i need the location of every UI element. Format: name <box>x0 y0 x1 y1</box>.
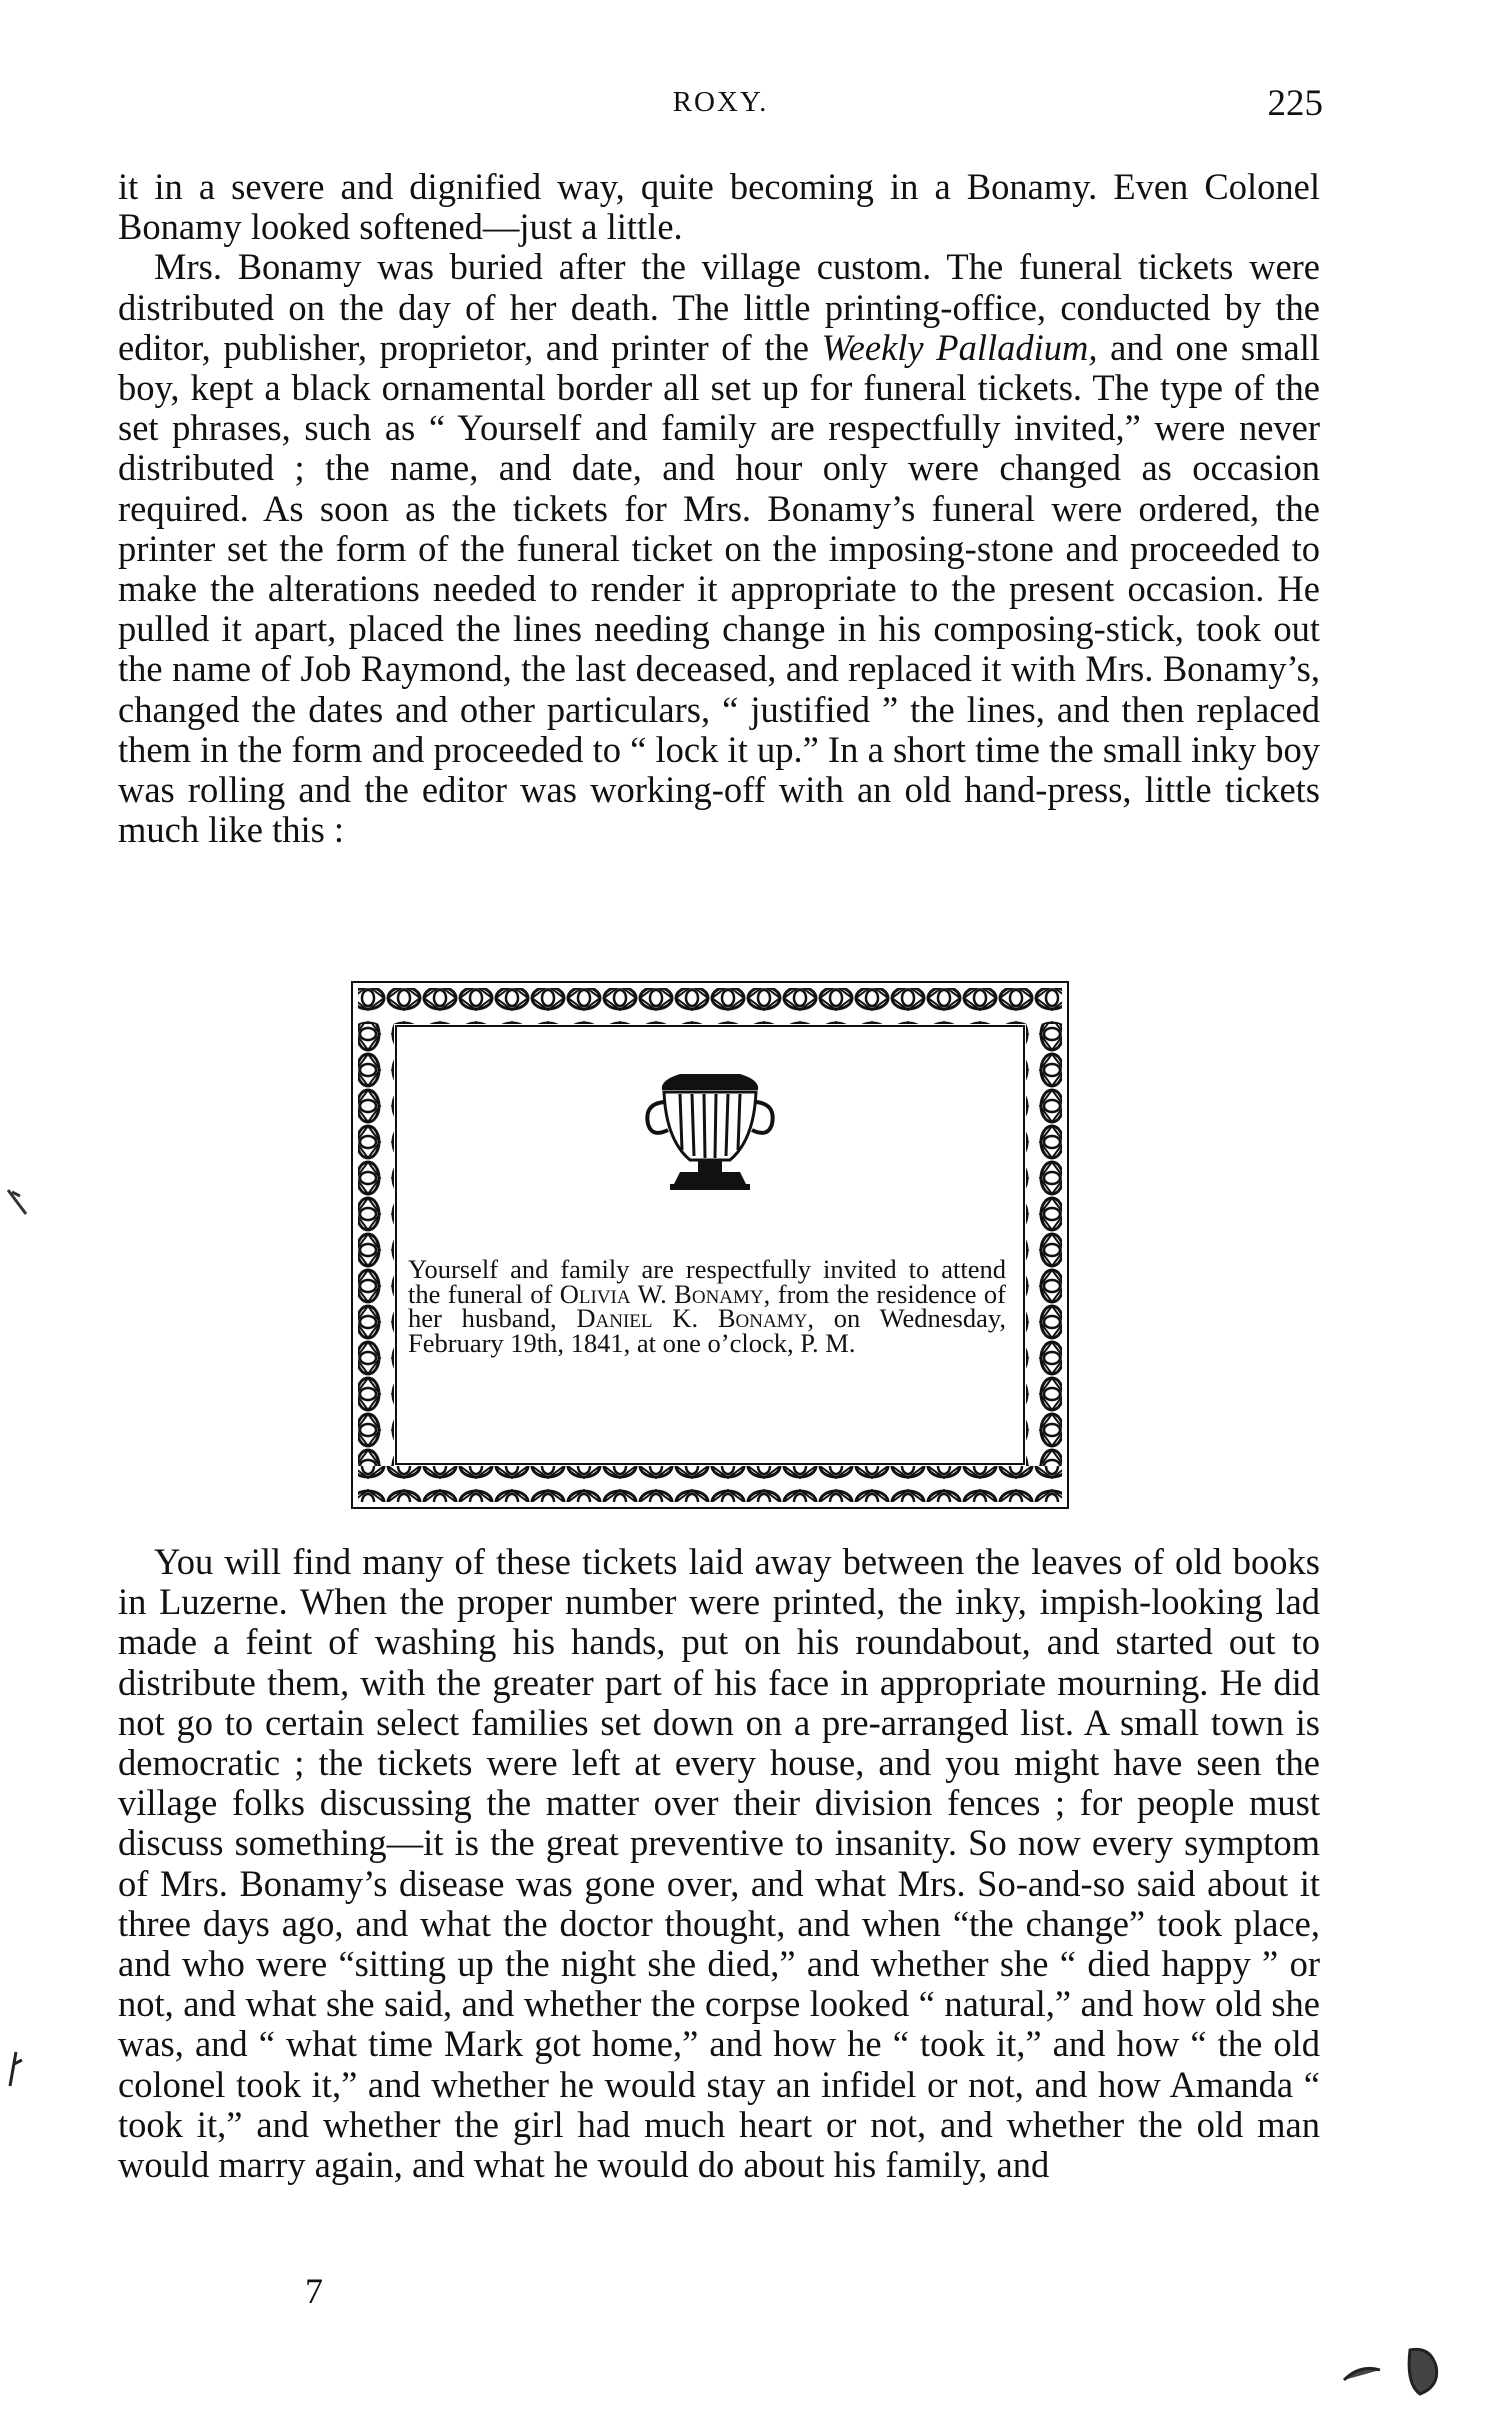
urn-icon <box>647 1074 772 1190</box>
running-head: ROXY. <box>672 86 769 118</box>
ornamental-border <box>350 980 1070 1510</box>
paragraph-continuation: it in a severe and dignified way, quite becoming in a Bonamy. Even Colonel Bonamy looked softened—just a little. <box>118 166 1320 248</box>
funeral-ticket <box>350 980 1070 1510</box>
ticket-text: on Wednesday, February 19th, 1841, at one o’clock, P. M. <box>408 1303 1006 1358</box>
ticket-invitation-text <box>408 1254 1006 1358</box>
margin-smudge-icon <box>6 2050 26 2090</box>
paragraph-text: Mrs. Bonamy was buried after the village custom. The funeral tickets were distributed on the day of her death. The little printing-office, conducted by the editor, publisher, proprietor, and printer of the <box>118 246 1320 368</box>
newspaper-title: Weekly Palladium, <box>821 326 1098 368</box>
paragraph-tickets-distribution: You will find many of these tickets laid away between the leaves of old books in Luzerne. When the proper number were printed, the inky, impish-looking lad made a feint of washing his hands, put on his roundabout, and started out to distribute them, with the greater part of his face in appropriate mourning. He did not go to certain select families set down on a pre-arranged list. A small town is democratic ; the tickets were left at every house, and you might have seen the village folks discussing the matter over their division fences ; for people must discuss something—it is the great preventive to insanity. So now every symptom of Mrs. Bonamy’s disease was gone over, and what Mrs. So-and-so said about it three days ago, and what the doctor thought, and when “the change” took place, and who were “sitting up the night she died,” and whether she “ died happy ” or not, and what she said, and whether the corpse looked “ natural,” and how old she was, and “ what time Mark got home,” and how he “ took it,” and how “ the old colonel took it,” and whether he would stay an infidel or not, and how Amanda “ took it,” and whether the girl had much heart or not, and whether the old man would marry again, and what he would do about his family, and <box>118 1541 1320 2186</box>
page-number: 225 <box>1267 83 1323 124</box>
paragraph-text: and one small boy, kept a black ornamental border all set up for funeral tickets. The type of the set phrases, such as “ Yourself and family are respectfully invited,” were never distributed ; the name, and date, and hour only were changed as occasion required. As soon as the tickets for Mrs. Bonamy’s funeral were ordered, the printer set the form of the funeral ticket on the imposing-stone and proceeded to make the alterations needed to render it appropriate to the present occasion. He pulled it apart, placed the lines needing change in his composing-stick, took out the name of Job Raymond, the last deceased, and replaced it with Mrs. Bonamy’s, changed the dates and other particulars, “ justified ” the lines, and then replaced them in the form and proceeded to “ lock it up.” In a short time the small inky boy was rolling and the editor was working-off with an old hand-press, little tickets much like this : <box>118 326 1320 851</box>
bottom-body-text <box>118 1542 1320 2185</box>
signature-mark: 7 <box>305 2271 323 2311</box>
margin-smudge-icon <box>6 1188 30 1218</box>
top-body-text <box>118 167 1320 850</box>
ticket-text: from the residence of her husband, <box>408 1278 1006 1334</box>
ticket-text: Yourself and family are respectfully invited to attend the funeral of <box>408 1254 1006 1309</box>
page-header <box>118 83 1323 130</box>
husband-name: Daniel K. Bonamy, <box>576 1303 814 1334</box>
page-stain-icon <box>1340 2340 1460 2400</box>
paragraph-funeral-custom <box>118 247 1320 850</box>
deceased-name: Olivia W. Bonamy, <box>559 1278 771 1309</box>
